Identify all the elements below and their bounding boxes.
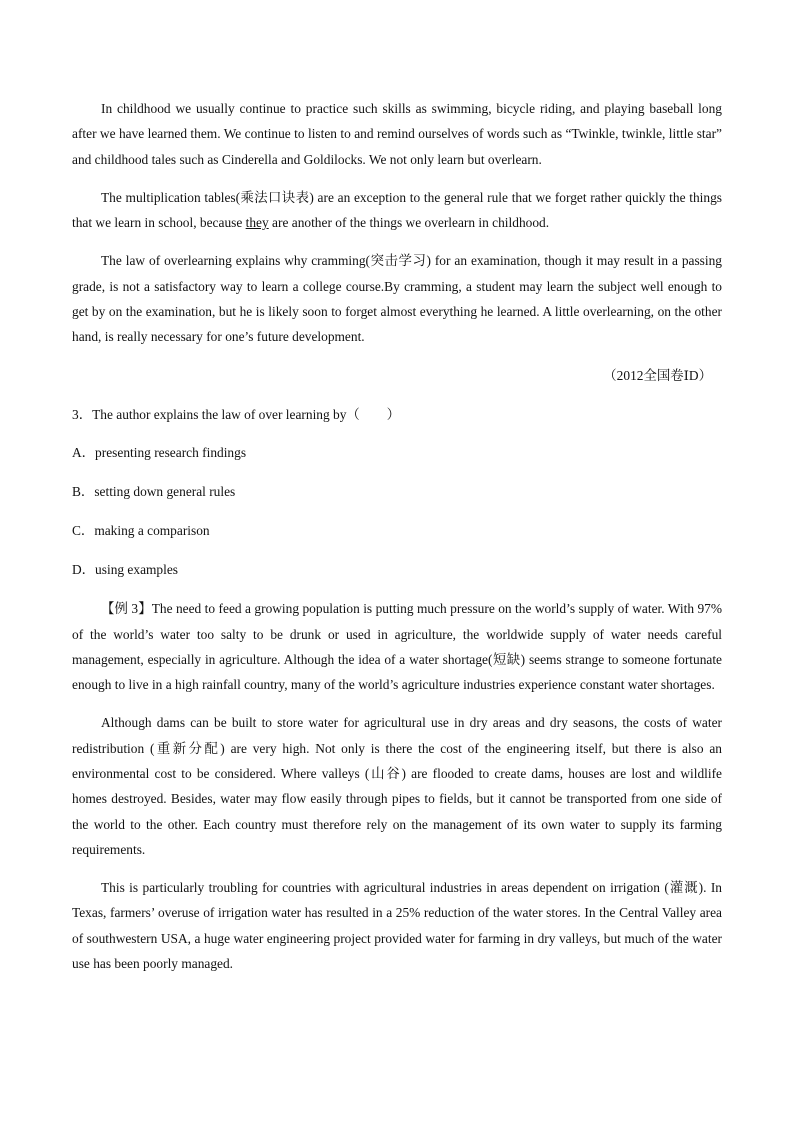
passage-paragraph-1: In childhood we usually continue to practice such skills as swimming, bicycle riding, and playing baseball long after we have learned them. We continue to listen to and remind ourselves of words such as “Twinkle, twinkle, little star” and childhood tales such as Cinderella and Goldilocks. We not only learn but overlearn.: [72, 101, 722, 167]
passage-paragraph-2: [72, 185, 722, 236]
paragraph-2-text-end: are another of the things we overlearn in childhood.: [268, 215, 550, 231]
question-stem: 3．The author explains the law of over learning by（ ）: [72, 406, 400, 422]
option-b: B．setting down general rules: [72, 484, 236, 500]
underlined-word-they: they: [245, 215, 269, 231]
option-c: C．making a comparison: [72, 523, 210, 539]
example-3-paragraph-2: Although dams can be built to store water for agricultural use in dry areas and dry seasons, the costs of water redistribution (重新分配) are very high. Not only is there the cost of the engineering itself, but there is also an environmental cost to be considered. Where valleys (山谷) are flooded to create dams, houses are lost and wildlife homes destroyed. Besides, water may flow easily through pipes to fields, but it cannot be transported from one side of the world to the other. Each country must therefore rely on the management of its own water to supply its farming requirements.: [72, 715, 722, 857]
example-3-paragraph-1-text: The need to feed a growing population is putting much pressure on the world’s supply of water. With 97% of the world’s water too salty to be drunk or used in agriculture, the worldwide supply of water needs careful management, especially in agriculture. Although the idea of a water shortage(短缺) seems strange to someone fortunate enough to live in a high rainfall country, many of the world’s agriculture industries experience constant water shortages.: [72, 601, 723, 693]
passage-paragraph-3: The law of overlearning explains why cramming(突击学习) for an examination, though it may result in a passing grade, is not a satisfactory way to learn a college course.By cramming, a student may learn the subject well enough to get by on the examination, but he is likely soon to forget almost everything he learned. A little overlearning, on the other hand, is really necessary for one’s future development.: [72, 253, 722, 345]
source-citation: （2012全国卷ⅠD）: [603, 367, 712, 383]
document-page: [72, 96, 722, 989]
paragraph-2-text-start: The multiplication tables(乘法口诀表) are an exception to the general rule that we forget rather quickly the things that we learn in school, because: [72, 189, 722, 231]
option-a: A．presenting research findings: [72, 445, 247, 461]
option-d: D．using examples: [72, 562, 178, 578]
example-3-paragraph-1: [72, 596, 722, 697]
example-3-paragraph-3: This is particularly troubling for countries with agricultural industries in areas dependent on irrigation (灌溉). In Texas, farmers’ overuse of irrigation water has resulted in a 25% reduction of the water stores. In the Central Valley area of southwestern USA, a huge water engineering project provided water for farming in dry valleys, but much of the water use has been poorly managed.: [72, 880, 722, 972]
example-3-label: 【例 3】: [101, 601, 152, 617]
